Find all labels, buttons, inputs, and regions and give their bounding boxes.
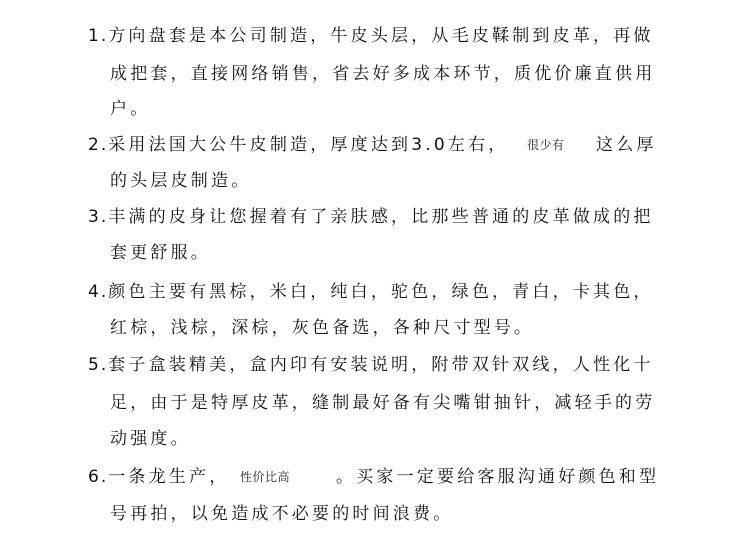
item-2-number: 2.: [88, 135, 109, 155]
item-2-line-2: 的头层皮制造。: [110, 171, 252, 191]
item-4-line-1: [88, 280, 654, 304]
item-5-number: 5.: [88, 355, 109, 375]
item-6-line-1: [88, 465, 229, 489]
item-6-note-line: [240, 465, 290, 490]
item-5-line-2: 足，由于是特厚皮革，缝制最好备有尖嘴钳抽针，减轻手的劳: [110, 393, 656, 413]
item-6-text-1a: 一条龙生产，: [108, 467, 230, 487]
item-2-line-1b: 这么厚: [596, 135, 657, 155]
item-3-text-1: 丰满的皮身让您握着有了亲肤感，比那些普通的皮革做成的把: [108, 207, 654, 227]
item-3-number: 3.: [88, 207, 109, 227]
item-2-note-line: [527, 133, 565, 158]
item-6-line-1b: 。买家一定要给客服沟通好颜色和型: [336, 467, 660, 487]
item-4-number: 4.: [88, 282, 109, 302]
item-6-number: 6.: [88, 467, 109, 487]
item-2-note: 很少有: [527, 138, 565, 152]
item-4-text-1: 颜色主要有黑棕，米白，纯白，驼色，绿色，青白，卡其色，: [108, 282, 654, 302]
item-3-line-1: [88, 205, 654, 229]
item-6-note: 性价比高: [240, 470, 291, 484]
item-1-line-1: [88, 24, 654, 48]
item-5-line-3: 动强度。: [110, 429, 191, 449]
item-3-line-2: 套更舒服。: [110, 243, 211, 263]
item-5-line-1: [88, 353, 654, 377]
item-6-line-2: 号再拍，以免造成不必要的时间浪费。: [110, 504, 454, 524]
item-2-line-1: [88, 133, 508, 157]
item-2-text-1a: 采用法国大公牛皮制造，厚度达到3.0左右，: [108, 135, 509, 155]
item-1-line-2: 成把套，直接网络销售，省去好多成本环节，质优价廉直供用: [110, 64, 656, 84]
item-1-number: 1.: [88, 26, 109, 46]
item-5-text-1: 套子盒装精美，盒内印有安装说明，附带双针双线，人性化十: [108, 355, 654, 375]
item-4-line-2: 红棕，浅棕，深棕，灰色备选，各种尺寸型号。: [110, 318, 535, 338]
item-1-line-3: 户。: [110, 99, 151, 119]
item-1-text-1: 方向盘套是本公司制造，牛皮头层，从毛皮鞣制到皮革，再做: [108, 26, 654, 46]
